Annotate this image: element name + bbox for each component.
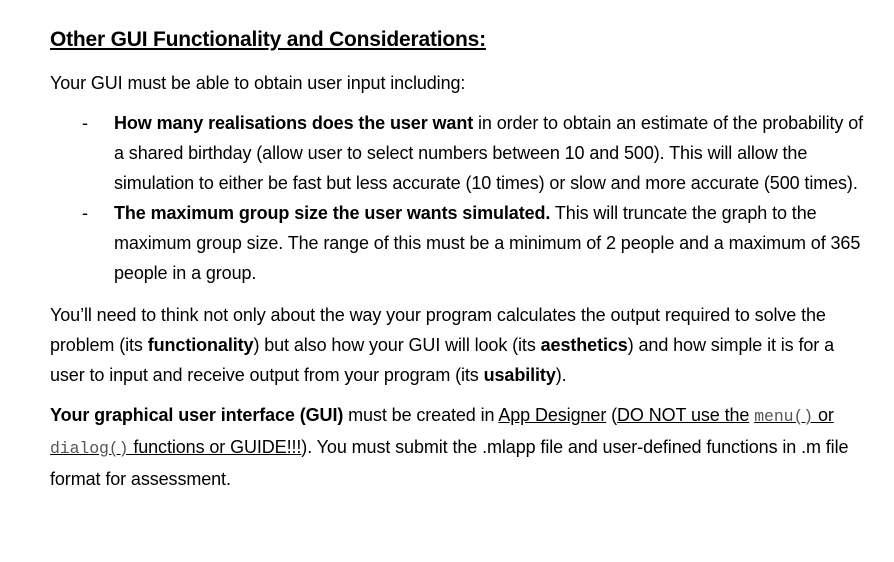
aesthetics-term: aesthetics [540, 335, 628, 355]
realisations-term: How many realisations does the user want [114, 113, 474, 133]
dash-bullet: - [82, 113, 88, 133]
dash-bullet: - [82, 203, 88, 223]
warning-text: DO NOT use the [617, 405, 750, 425]
max-group-size-description: This will truncate the graph to the maximum group size. The range of this must be a minimum of 2 people and a maximum of 365 people in a group. [114, 203, 861, 283]
text-run: must be created in [343, 405, 499, 425]
warning-text: or [813, 405, 834, 425]
text-run: ( [606, 405, 618, 425]
menu-function-code: menu() [754, 407, 814, 426]
considerations-paragraph [50, 300, 870, 390]
text-run: ) but also how your GUI will look (its [253, 335, 541, 355]
list-item-max-group-size [50, 198, 870, 288]
app-designer-text: App Designer [498, 405, 607, 425]
intro-paragraph: Your GUI must be able to obtain user input including: [50, 73, 466, 93]
max-group-size-term: The maximum group size the user wants simulated. [114, 203, 551, 223]
text-run: ). [555, 365, 567, 385]
list-item-realisations [50, 108, 870, 198]
usability-term: usability [483, 365, 556, 385]
text-run: ). You must submit the .mlapp file and user-defined functions in .m file format for assessment. [50, 437, 849, 489]
functionality-term: functionality [147, 335, 254, 355]
realisations-description: in order to obtain an estimate of the probability of a shared birthday (allow user to select numbers between 10 and 500). This will allow the simulation to either be fast but less accurate (10 times) or slow and more accurate (500 times). [114, 113, 864, 193]
gui-requirements-paragraph [50, 400, 870, 494]
text-run: You’ll need to think not only about the way your program calculates the output required to solve the problem (its [50, 305, 826, 355]
warning-text: functions or GUIDE!!! [128, 437, 302, 457]
section-heading: Other GUI Functionality and Considerations: [50, 28, 486, 51]
input-requirements-list [50, 108, 870, 288]
text-run: ) and how simple it is for a user to input and receive output from your program (its [50, 335, 834, 385]
document-page [50, 26, 870, 494]
gui-term: Your graphical user interface (GUI) [50, 405, 344, 425]
dialog-function-code: dialog() [50, 439, 129, 458]
